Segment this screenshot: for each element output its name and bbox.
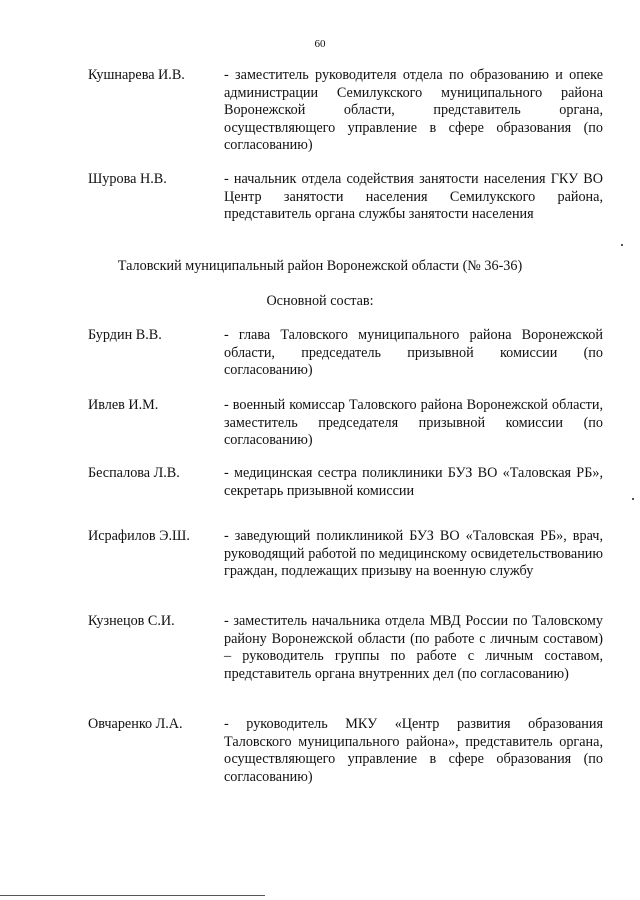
member-name: Кузнецов С.И.: [88, 613, 175, 629]
member-role: - руководитель МКУ «Центр развития образования Таловского муниципального района», представитель органа, осуществляющего управление в сфере образования (по согласованию): [224, 716, 603, 785]
page-number: 60: [314, 38, 326, 50]
member-role: - медицинская сестра поликлиники БУЗ ВО «Таловская РБ», секретарь призывной комиссии: [224, 465, 603, 499]
member-role: - военный комиссар Таловского района Воронежской области, заместитель председателя призывной комиссии (по согласованию): [224, 397, 603, 448]
member-role: - заместитель руководителя отдела по образованию и опеке администрации Семилукского муниципального района Воронежской области, представитель органа, осуществляющего управление в сфере образования (по согласованию): [224, 67, 603, 153]
member-name: Бурдин В.В.: [88, 327, 162, 343]
member-role: - заместитель начальника отдела МВД России по Таловскому району Воронежской области (по работе с личным составом) – руководитель группы по работе с личным составом, представитель органа внутренних дел (по согласованию): [224, 613, 603, 682]
scan-speck: [632, 498, 634, 500]
member-name: Шурова Н.В.: [88, 171, 167, 187]
member-name: Овчаренко Л.А.: [88, 716, 183, 732]
scan-speck: [621, 244, 623, 246]
section-heading: Таловский муниципальный район Воронежской области (№ 36-36): [117, 258, 523, 274]
bottom-rule: [0, 895, 265, 896]
member-role: - начальник отдела содействия занятости населения ГКУ ВО Центр занятости населения Семилукского района, представитель органа службы занятости населения: [224, 171, 603, 222]
subsection-heading: Основной состав:: [266, 293, 374, 309]
member-name: Кушнарева И.В.: [88, 67, 185, 83]
member-role: - заведующий поликлиникой БУЗ ВО «Таловская РБ», врач, руководящий работой по медицинскому освидетельствованию граждан, подлежащих призыву на военную службу: [224, 528, 603, 579]
member-role: - глава Таловского муниципального района Воронежской области, председатель призывной комиссии (по согласованию): [224, 327, 603, 378]
member-name: Исрафилов Э.Ш.: [88, 528, 190, 544]
member-name: Беспалова Л.В.: [88, 465, 180, 481]
member-name: Ивлев И.М.: [88, 397, 159, 413]
